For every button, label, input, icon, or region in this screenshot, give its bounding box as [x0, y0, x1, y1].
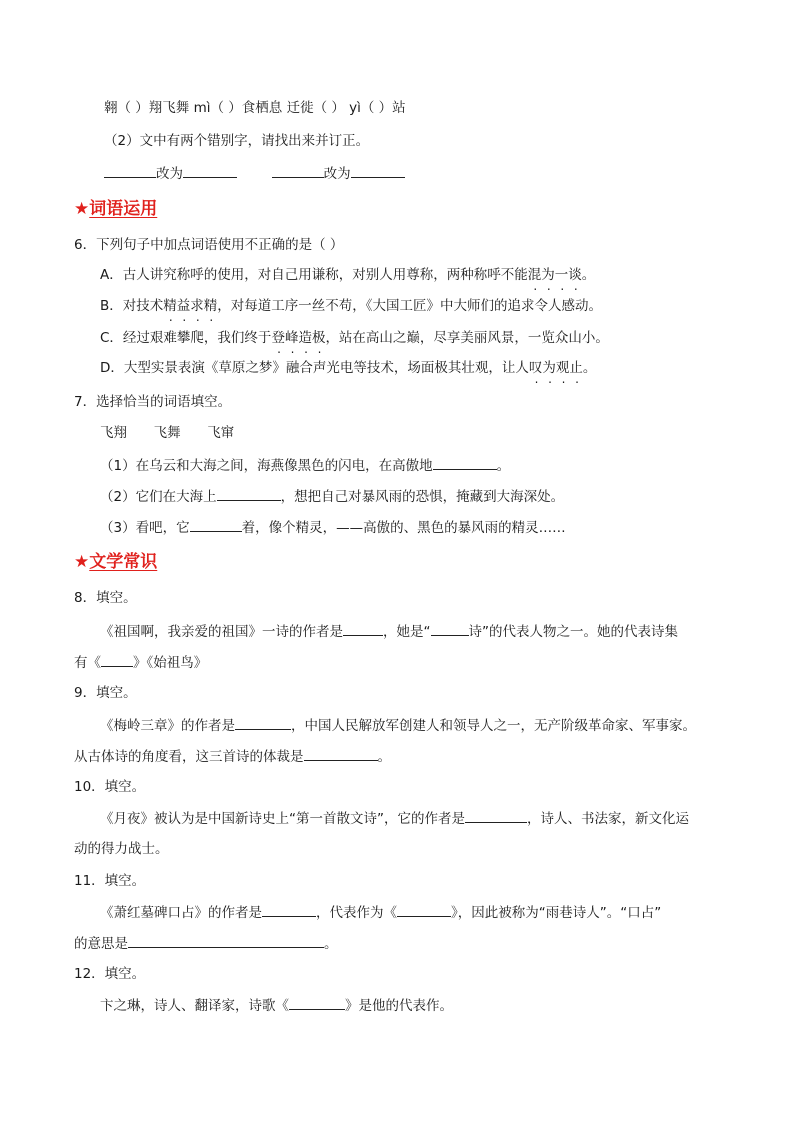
star-icon: ★ — [74, 199, 90, 219]
q6-d-dot: 观 — [555, 360, 570, 376]
q12-text: 卞之琳，诗人、翻译家，诗歌《 — [100, 998, 289, 1014]
q11-stem-text: 11．填空。 — [74, 873, 146, 889]
blank[interactable] — [101, 652, 133, 667]
blank[interactable] — [397, 902, 451, 917]
q11-text: 《萧红墓碑口占》的作者是 — [100, 905, 262, 921]
q8-stem — [74, 588, 137, 608]
blank[interactable] — [351, 163, 405, 178]
q6-option-b — [100, 296, 602, 316]
q6-c-text: C．经过艰难攀爬，我们终于 — [100, 330, 272, 346]
q6-a-dot: 谈 — [568, 267, 582, 283]
blank[interactable] — [431, 621, 469, 636]
q8-line-1 — [100, 621, 678, 642]
q9-text: 从古体诗的角度看，这三首诗的体裁是 — [74, 749, 304, 765]
q6-c-dot: 造 — [298, 330, 312, 346]
q9-text: 《梅岭三章》的作者是 — [100, 718, 235, 734]
blank[interactable] — [235, 715, 291, 730]
q6-a-dot: 一 — [554, 267, 569, 283]
q6-b-dot: 益 — [176, 298, 191, 314]
q6-a-dot: 为 — [541, 267, 555, 283]
q7-s2-text: ，想把自己对暴风雨的恐惧，掩藏到大海深处。 — [280, 489, 565, 505]
q11-text: 》，因此被称为“雨巷诗人”。“口占” — [451, 905, 662, 921]
q6-c-dot: 极 — [311, 330, 326, 346]
q6-c-dot: 登 — [271, 330, 285, 346]
q6-d-dot: 为 — [542, 360, 556, 376]
q6-b-text: ，对每道工序一丝不苟，《大国工匠》中大师们的追求令人感动。 — [217, 298, 603, 314]
q10-stem — [74, 777, 145, 797]
word-bank-item: 飞翔 — [100, 425, 127, 441]
q10-text: 《月夜》被认为是中国新诗史上“第一首散文诗”，它的作者是 — [100, 811, 465, 827]
q7-word-bank — [100, 423, 234, 443]
q6-d-dot: 叹 — [528, 360, 543, 376]
blank[interactable] — [183, 163, 237, 178]
q10-text: 动的得力战士。 — [74, 841, 169, 857]
q12-stem — [74, 964, 145, 984]
q9-line-2 — [74, 746, 391, 767]
q7-item-3 — [100, 517, 566, 538]
q6-d-dot: 止 — [569, 360, 583, 376]
q6-a-text: A．古人讲究称呼的使用，对自己用谦称，对别人用尊称，两种称呼不能 — [100, 267, 528, 283]
q6-option-a — [100, 265, 595, 285]
q5-sub2 — [104, 131, 369, 151]
q6-a-text: 。 — [581, 267, 596, 283]
q12-stem-text: 12．填空。 — [74, 966, 146, 982]
q7-s1-text: 。 — [496, 458, 511, 474]
q6-d-text: 。 — [582, 360, 597, 376]
q6-b-dot: 精 — [163, 298, 177, 314]
q9-text: ，中国人民解放军创建人和领导人之一，无产阶级革命家、军事家。 — [291, 718, 696, 734]
q8-text: 》《始祖鸟》 — [133, 655, 208, 671]
q12-line-1 — [100, 995, 453, 1016]
q7-item-1 — [100, 455, 510, 476]
blank[interactable] — [104, 163, 156, 178]
q7-s3-text: 着，像个精灵，——高傲的、黑色的暴风雨的精灵…… — [241, 520, 566, 536]
q6-stem — [74, 235, 343, 255]
blank[interactable] — [433, 455, 497, 470]
blank[interactable] — [343, 621, 383, 636]
change-to-label: 改为 — [323, 166, 351, 182]
section-title-literature — [74, 552, 157, 572]
q9-line-1 — [100, 715, 696, 736]
q8-line-2 — [74, 652, 207, 673]
star-icon: ★ — [74, 552, 90, 572]
word-bank-item: 飞舞 — [153, 425, 181, 441]
q7-item-2 — [100, 486, 564, 507]
q6-c-dot: 峰 — [284, 330, 299, 346]
pinyin-line — [104, 98, 406, 118]
blank[interactable] — [190, 517, 242, 532]
q11-line-2 — [74, 933, 338, 954]
q7-s1-text: （1）在乌云和大海之间，海燕像黑色的闪电，在高傲地 — [100, 458, 433, 474]
q7-stem — [74, 392, 231, 412]
q11-stem — [74, 871, 145, 891]
q6-a-dot: 混 — [527, 267, 542, 283]
q6-option-c — [100, 328, 609, 348]
q10-line-1 — [100, 808, 689, 829]
blank[interactable] — [262, 902, 316, 917]
section-title-text: 词语运用 — [89, 199, 158, 219]
q9-stem-text: 9．填空。 — [74, 685, 137, 701]
blank[interactable] — [128, 933, 324, 948]
q7-s3-text: （3）看吧，它 — [100, 520, 190, 536]
q6-b-text: B．对技术 — [100, 298, 164, 314]
q6-b-dot: 求 — [190, 298, 204, 314]
q11-text: ，代表作为《 — [316, 905, 397, 921]
q8-text: 诗”的代表人物之一。她的代表诗集 — [468, 624, 678, 640]
q6-b-dot: 精 — [203, 298, 218, 314]
q5-sub2-text: （2）文中有两个错别字，请找出来并订正。 — [104, 133, 370, 149]
q8-text: ，她是“ — [383, 624, 431, 640]
q8-text: 有《 — [74, 655, 101, 671]
q8-stem-text: 8．填空。 — [74, 590, 137, 606]
word-bank-item: 飞窜 — [207, 425, 235, 441]
q11-text: 的意思是 — [74, 936, 128, 952]
q9-stem — [74, 683, 137, 703]
blank[interactable] — [289, 995, 345, 1010]
q9-text: 。 — [377, 749, 391, 765]
pinyin-fill-text: 翱（ ）翔飞舞 mì（ ）食栖息 迁徙（ ） yì（ ）站 — [104, 100, 406, 116]
q8-text: 《祖国啊，我亲爱的祖国》一诗的作者是 — [100, 624, 343, 640]
blank[interactable] — [304, 746, 378, 761]
correction-line — [104, 163, 405, 184]
q10-stem-text: 10．填空。 — [74, 779, 146, 795]
q6-stem-text: 6．下列句子中加点词语使用不正确的是（ ） — [74, 237, 344, 253]
blank[interactable] — [217, 486, 281, 501]
blank[interactable] — [465, 808, 527, 823]
q10-line-2 — [74, 839, 169, 859]
blank[interactable] — [272, 163, 324, 178]
section-title-text: 文学常识 — [89, 552, 158, 572]
change-to-label: 改为 — [156, 166, 183, 182]
section-title-word-usage — [74, 199, 157, 219]
q6-d-text: D．大型实景表演《草原之梦》融合声光电等技术，场面极其壮观，让人 — [100, 360, 529, 376]
q12-text: 》是他的代表作。 — [345, 998, 453, 1014]
q7-stem-text: 7．选择恰当的词语填空。 — [74, 394, 232, 410]
q11-text: 。 — [324, 936, 338, 952]
q10-text: ，诗人、书法家，新文化运 — [527, 811, 689, 827]
q7-s2-text: （2）它们在大海上 — [100, 489, 217, 505]
q6-c-text: ，站在高山之巅，尽享美丽风景，一览众山小。 — [325, 330, 609, 346]
q11-line-1 — [100, 902, 661, 923]
q6-option-d — [100, 358, 596, 378]
